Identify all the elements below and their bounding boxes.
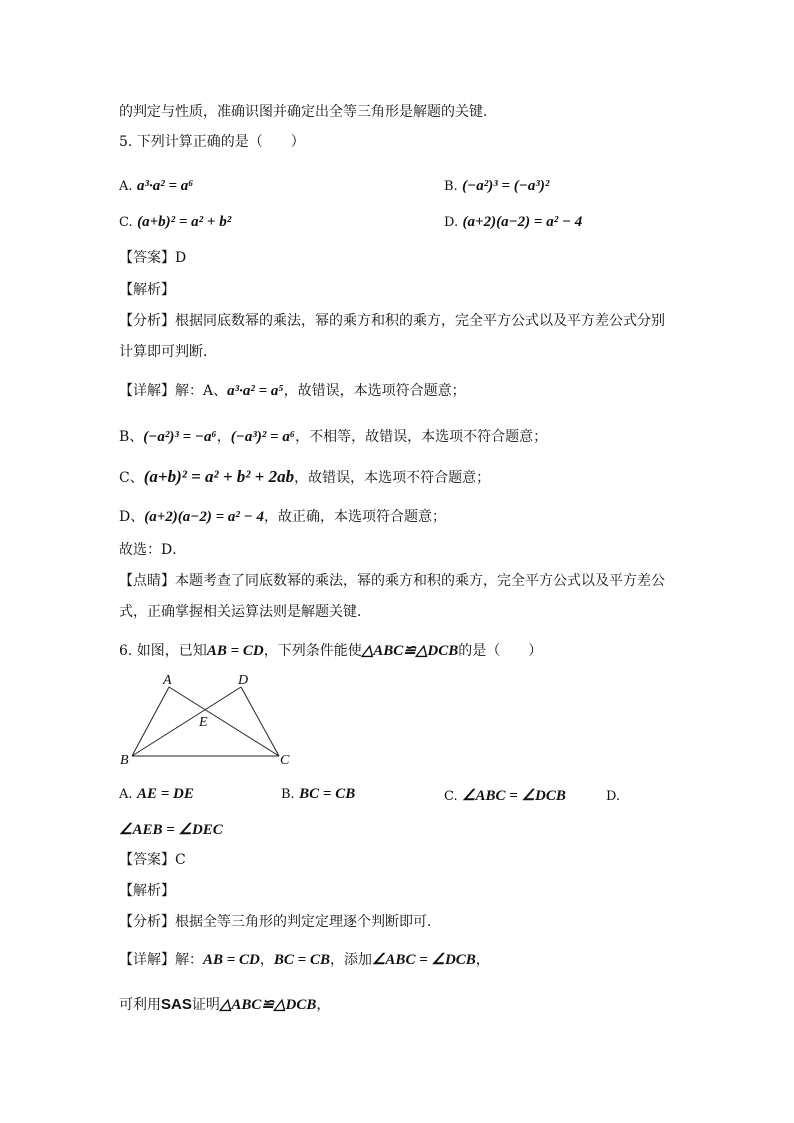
q5-detail-d <box>119 508 446 526</box>
answer-value: C <box>175 852 186 868</box>
option-letter: D. <box>606 789 621 804</box>
fenxi-label: 【分析】 <box>119 914 175 930</box>
q6-fenxi <box>119 914 441 931</box>
q6-detail <box>119 951 490 969</box>
q6-last-line <box>119 996 330 1014</box>
stem-suffix: 的是（ ） <box>458 643 543 659</box>
stem-expr: △ABC≌△DCB <box>361 643 459 659</box>
option-expr: (a+2)(a−2) = a² − 4 <box>462 214 583 230</box>
label-b: B <box>120 753 129 768</box>
q6-option-a <box>119 786 194 803</box>
detail-text: ，故正确，本选项符合题意； <box>264 509 446 525</box>
detail-expr: (a+2)(a−2) = a² − 4 <box>144 509 264 525</box>
option-letter: A. <box>119 787 133 802</box>
detail-mid: ，添加 <box>329 952 372 968</box>
label-d: D <box>238 673 249 688</box>
segment-ab <box>132 687 169 756</box>
option-expr: (−a²)³ = (−a³)² <box>462 178 550 194</box>
fenxi-text: 根据全等三角形的判定定理逐个判断即可． <box>175 914 441 930</box>
q5-fenxi-line1 <box>119 313 665 330</box>
stem-mid: ，下列条件能使 <box>263 643 362 659</box>
detail-prefix: 解：A、 <box>175 383 228 399</box>
q6-option-d-letter <box>606 788 620 804</box>
q6-analysis-label: 【解析】 <box>119 883 175 899</box>
q6-option-d <box>119 820 223 839</box>
detail-expr: ∠ABC = ∠DCB <box>371 952 476 968</box>
last-prefix: 可利用 <box>119 997 161 1013</box>
option-letter: D. <box>444 215 459 230</box>
q5-option-b <box>444 178 549 195</box>
q6-stem <box>119 642 542 660</box>
stem-expr: AB = CD <box>206 643 264 659</box>
option-letter: C. <box>119 215 133 230</box>
q5-analysis-label: 【解析】 <box>119 282 175 298</box>
detail-prefix: C、 <box>119 470 144 486</box>
q5-detail-c <box>119 467 490 487</box>
detail-expr: BC = CB <box>273 952 330 968</box>
q5-option-d <box>444 214 582 231</box>
last-end: ， <box>316 997 331 1013</box>
detail-prefix: B、 <box>119 429 144 445</box>
q6-option-c <box>444 786 566 805</box>
detail-expr: a³·a² = a⁵ <box>227 383 284 399</box>
detail-label: 【详解】 <box>119 952 175 968</box>
answer-label: 【答案】 <box>119 852 175 868</box>
label-e: E <box>199 715 208 730</box>
intro-line: 的判定与性质，准确识图并确定出全等三角形是解题的关键． <box>119 104 497 120</box>
q6-triangle-figure <box>115 670 295 770</box>
detail-sep: ， <box>259 952 274 968</box>
answer-value: D <box>175 250 187 266</box>
detail-text: ，故错误，本选项不符合题意； <box>294 470 491 486</box>
answer-label: 【答案】 <box>119 250 175 266</box>
detail-expr: (−a²)³ = −a⁶ <box>143 429 217 445</box>
detail-text: ，故错误，本选项符合题意； <box>283 383 466 399</box>
q5-detail-a <box>119 382 466 400</box>
label-c: C <box>280 753 290 768</box>
option-letter: B. <box>444 179 458 194</box>
last-mid: 证明 <box>191 997 220 1013</box>
q5-fenxi-line2: 计算即可判断． <box>119 344 217 360</box>
detail-expr: (a+b)² = a² + b² + 2ab <box>143 467 295 486</box>
detail-expr: (−a³)² = a⁶ <box>230 429 296 445</box>
label-a: A <box>163 673 172 688</box>
q5-option-c <box>119 214 231 231</box>
stem-prefix: 6. 如图，已知 <box>119 643 207 659</box>
detail-prefix: D、 <box>119 509 145 525</box>
option-expr: (a+b)² = a² + b² <box>137 214 232 230</box>
q5-option-a <box>119 178 194 195</box>
q5-stem: 5. 下列计算正确的是（ ） <box>119 134 305 150</box>
detail-prefix: 解： <box>175 952 203 968</box>
option-letter: C. <box>444 789 458 804</box>
fenxi-text: 根据同底数幂的乘法，幂的乘方和积的乘方，完全平方公式以及平方差公式分别 <box>175 313 665 329</box>
sas-label: SAS <box>161 996 192 1013</box>
option-expr: ∠ABC = ∠DCB <box>462 788 566 804</box>
option-letter: A. <box>119 179 133 194</box>
segment-dc <box>241 687 279 756</box>
option-expr: a³·a² = a⁶ <box>136 178 194 194</box>
option-expr: AE = DE <box>136 786 194 802</box>
dianjing-label: 【点睛】 <box>119 573 175 589</box>
detail-label: 【详解】 <box>119 383 175 399</box>
option-expr: ∠AEB = ∠DEC <box>119 822 223 838</box>
q5-dianjing-line2: 式，正确掌握相关运算法则是解题关键． <box>119 604 371 620</box>
option-expr: BC = CB <box>299 786 356 802</box>
q6-option-b <box>281 786 355 803</box>
detail-sep: ， <box>216 429 231 445</box>
dianjing-text: 本题考查了同底数幂的乘法，幂的乘方和积的乘方，完全平方公式以及平方差公 <box>175 573 665 589</box>
q5-answer <box>119 250 186 267</box>
q6-answer <box>119 852 186 869</box>
option-letter: B. <box>281 787 295 802</box>
detail-text: ，不相等，故错误，本选项不符合题意； <box>295 429 548 445</box>
detail-expr: AB = CD <box>203 952 260 968</box>
q5-detail-b <box>119 428 547 446</box>
fenxi-label: 【分析】 <box>119 313 175 329</box>
detail-end: ， <box>475 952 490 968</box>
last-expr: △ABC≌△DCB <box>219 997 317 1013</box>
q5-choose: 故选：D． <box>119 542 187 558</box>
q5-dianjing-line1 <box>119 573 665 590</box>
